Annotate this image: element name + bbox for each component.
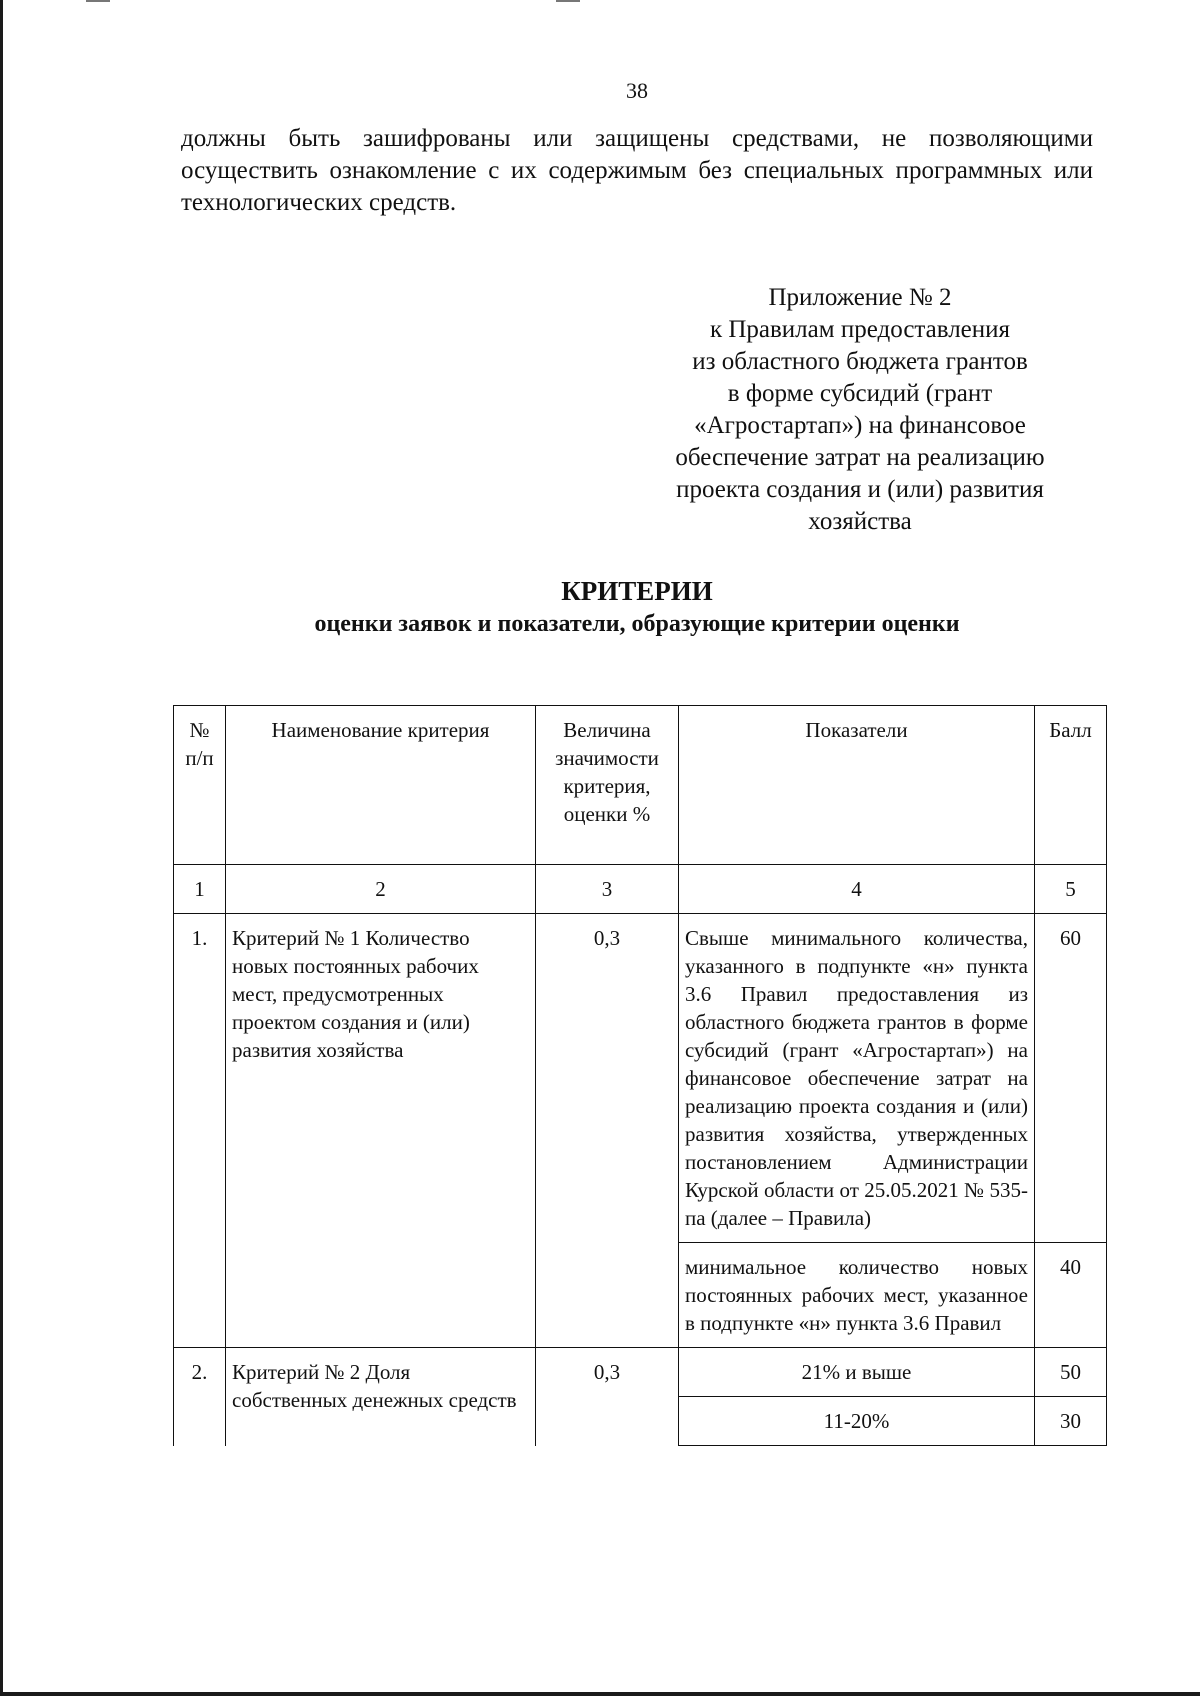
indicator-text: минимальное количество новых постоянных рабочих мест, указанное в подпункте «н» пункта 3.6 Правил bbox=[679, 1243, 1035, 1348]
document-title: КРИТЕРИИ bbox=[561, 576, 713, 606]
annex-line: «Агростартап») на финансовое bbox=[694, 412, 1026, 439]
column-number: 5 bbox=[1035, 865, 1107, 914]
criterion-weight: 0,3 bbox=[536, 1348, 679, 1446]
page-number: 38 bbox=[626, 78, 648, 103]
indicator-text: 21% и выше bbox=[679, 1348, 1035, 1397]
column-number: 3 bbox=[536, 865, 679, 914]
column-number: 2 bbox=[226, 865, 536, 914]
header-weight: Величина значимости критерия, оценки % bbox=[536, 706, 679, 865]
page-left-edge bbox=[0, 0, 3, 1696]
indicator-score: 40 bbox=[1035, 1243, 1107, 1348]
document-subtitle: оценки заявок и показатели, образующие критерии оценки bbox=[314, 611, 960, 637]
table-row bbox=[174, 914, 1107, 1243]
row-num: 1. bbox=[174, 914, 226, 1348]
annex-line: Приложение № 2 bbox=[768, 284, 952, 311]
annex-line: в форме субсидий (грант bbox=[727, 380, 993, 407]
indicator-score: 30 bbox=[1035, 1397, 1107, 1446]
header-score: Балл bbox=[1035, 706, 1107, 865]
scan-mark bbox=[86, 0, 110, 2]
indicator-score: 50 bbox=[1035, 1348, 1107, 1397]
header-num: № п/п bbox=[174, 706, 226, 865]
intro-paragraph: должны быть зашифрованы или защищены средствами, не позволяющими осуществить ознакомление с их содержимым без специальных программных или технологических средств. bbox=[181, 125, 1093, 216]
table-header-row bbox=[174, 706, 1107, 865]
annex-line: из областного бюджета грантов bbox=[692, 348, 1028, 375]
scan-mark bbox=[556, 0, 580, 2]
column-number: 4 bbox=[679, 865, 1035, 914]
indicator-text: 11-20% bbox=[679, 1397, 1035, 1446]
annex-block bbox=[640, 282, 1080, 538]
criterion-name: Критерий № 1 Количество новых постоянных рабочих мест, предусмотренных проектом создания и (или) развития хозяйства bbox=[226, 914, 536, 1348]
row-num: 2. bbox=[174, 1348, 226, 1446]
criterion-name: Критерий № 2 Доля собственных денежных средств bbox=[226, 1348, 536, 1446]
annex-line: обеспечение затрат на реализацию bbox=[675, 444, 1045, 471]
header-indicators: Показатели bbox=[679, 706, 1035, 865]
indicator-score: 60 bbox=[1035, 914, 1107, 1243]
criteria-table bbox=[173, 705, 1107, 1446]
column-number: 1 bbox=[174, 865, 226, 914]
annex-line: хозяйства bbox=[808, 508, 912, 535]
page-bottom-edge bbox=[0, 1692, 1200, 1696]
annex-line: к Правилам предоставления bbox=[709, 316, 1011, 343]
indicator-text: Свыше минимального количества, указанного в подпункте «н» пункта 3.6 Правил предоставления из областного бюджета грантов в форме субсидий (грант «Агростартап») на финансовое обеспечение затрат на реализацию проекта создания и (или) развития хозяйства, утвержденных постановлением Администрации Курской области от 25.05.2021 № 535-па (далее – Правила) bbox=[679, 914, 1035, 1243]
annex-line: проекта создания и (или) развития bbox=[676, 476, 1044, 503]
criterion-weight: 0,3 bbox=[536, 914, 679, 1348]
table-row bbox=[174, 1348, 1107, 1397]
header-name: Наименование критерия bbox=[226, 706, 536, 865]
column-number-row bbox=[174, 865, 1107, 914]
